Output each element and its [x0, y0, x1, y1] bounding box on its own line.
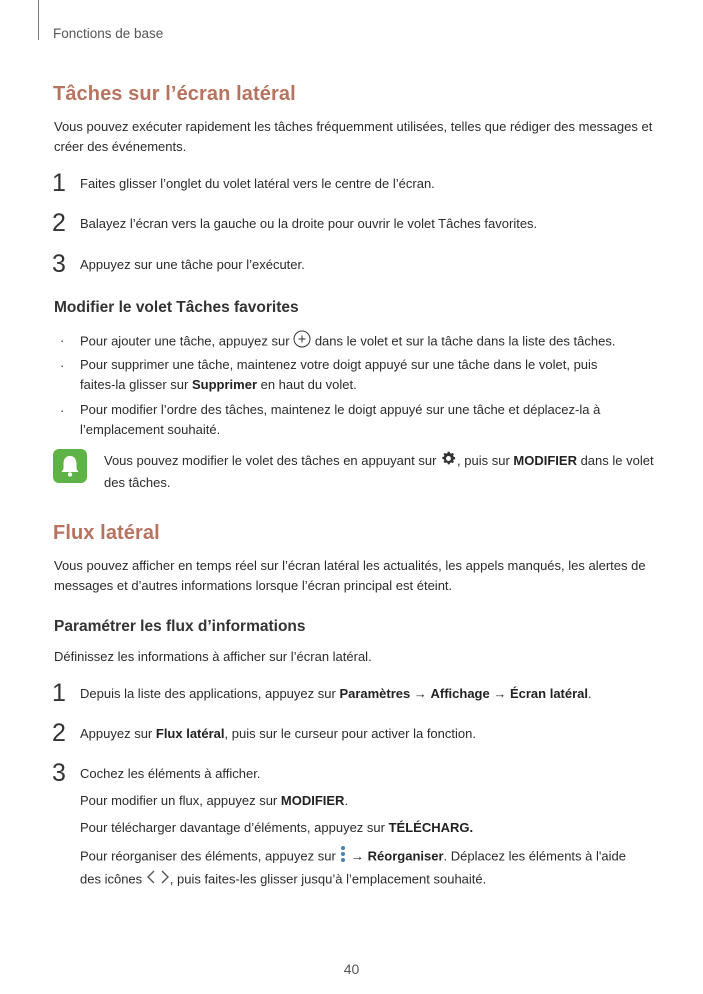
bullet-mark: ·: [60, 333, 65, 348]
page-number: 40: [343, 961, 360, 977]
step-number: 2: [52, 719, 66, 747]
step-number: 1: [52, 169, 66, 197]
section1-intro: Vous pouvez exécuter rapidement les tâches fréquemment utilisées, telles que rédiger des messages et créer des événements.: [54, 119, 653, 154]
step-number: 3: [52, 250, 66, 278]
subsection-title-edit-panel: Modifier le volet Tâches favorites: [54, 299, 299, 316]
bullet-remove-task: Pour supprimer une tâche, maintenez votre doigt appuyé sur une tâche dans le volet, puis faites-la glisser sur Supprimer en haut du volet.: [80, 357, 598, 392]
bullet-mark: ·: [60, 358, 65, 373]
note-text: Vous pouvez modifier le volet des tâches en appuyant sur , puis sur MODIFIER dans le volet des tâches.: [104, 450, 654, 493]
step-text: Faites glisser l’onglet du volet latéral vers le centre de l’écran.: [80, 176, 435, 191]
step-number: 3: [52, 759, 66, 787]
step-number: 2: [52, 209, 66, 237]
subsection-title-feed-settings: Paramétrer les flux d’informations: [54, 618, 306, 635]
step-detail-download: Pour télécharger davantage d’éléments, appuyez sur TÉLÉCHARG.: [80, 820, 474, 835]
header-rule: [38, 0, 39, 40]
step-text: Cochez les éléments à afficher.: [80, 766, 261, 781]
step-text: Balayez l’écran vers la gauche ou la droite pour ouvrir le volet Tâches favorites.: [80, 216, 538, 231]
bullet-reorder-task: Pour modifier l’ordre des tâches, maintenez le doigt appuyé sur une tâche et déplacez-la à l’emplacement souhaité.: [80, 402, 601, 437]
bullet-add-task: Pour ajouter une tâche, appuyez sur dans le volet et sur la tâche dans la liste des tâches.: [80, 330, 655, 354]
reorder-arrows-icon: [146, 869, 170, 891]
step-detail-reorder: Pour réorganiser des éléments, appuyez sur → Réorganiser. Déplacez les éléments à l'aide des icônes , puis faites-les glisser jusqu’à l’emplacement souhaité.: [80, 845, 650, 891]
section2-intro: Vous pouvez afficher en temps réel sur l’écran latéral les actualités, les appels manqués, les alertes de messages et d’autres informations lorsque l’écran principal est éteint.: [54, 558, 646, 593]
add-icon: [293, 330, 311, 354]
section-title-side-feed: Flux latéral: [53, 522, 160, 544]
step-text: Appuyez sur Flux latéral, puis sur le curseur pour activer la fonction.: [80, 726, 476, 741]
running-title: Fonctions de base: [53, 26, 164, 41]
bullet-mark: ·: [60, 403, 65, 418]
step-detail-edit: Pour modifier un flux, appuyez sur MODIFIER.: [80, 793, 349, 808]
gear-icon: [440, 450, 457, 473]
section-title-side-tasks: Tâches sur l’écran latéral: [53, 83, 296, 105]
subsection-intro: Définissez les informations à afficher sur l’écran latéral.: [54, 649, 372, 664]
step-text: Appuyez sur une tâche pour l’exécuter.: [80, 257, 305, 272]
note-bell-icon: [53, 449, 87, 483]
step-text: Depuis la liste des applications, appuyez sur Paramètres → Affichage → Écran latéral.: [80, 686, 592, 701]
step-number: 1: [52, 679, 66, 707]
